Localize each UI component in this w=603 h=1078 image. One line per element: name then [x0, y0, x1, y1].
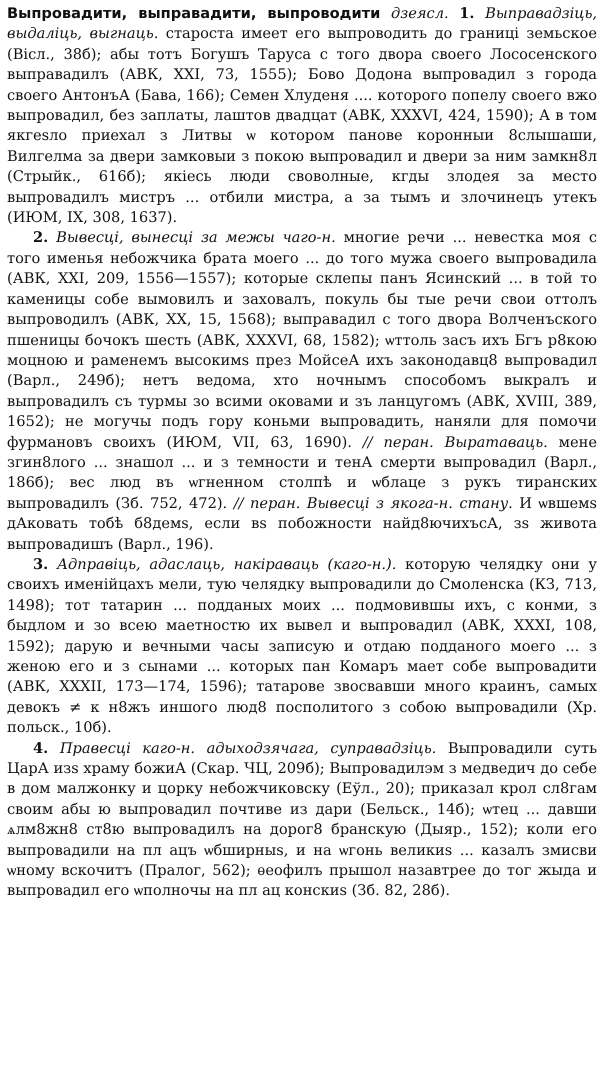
sense-number: 4.: [33, 739, 49, 757]
figurative-citations: мене згин8лого ... знашол ... и з темности и тенА смерти выпровадил (Варл., 186б); вес люд въ ѡгненном столпѣ и ѡблаце з рукъ тиранских выпровадилъ (Зб. 752, 472).: [7, 433, 598, 512]
figurative-gloss: // перан. Выратаваць.: [362, 433, 548, 451]
figurative-gloss-2: // перан. Вывесці з якога-н. стану.: [233, 494, 513, 512]
sense-4: [7, 739, 597, 902]
sense-gloss: Правесці каго-н. адыходзячага, суправадзіць.: [59, 739, 437, 757]
sense-citations: многие речи ... невестка моя с того именья небожчика брата моего ... до того мужа своего выпровадила (АВК, XXI, 209, 1556—1557); которые склепы панъ Ясинский ... в той то каменицы собе вымовилъ и заховалъ, покуль бы тые речи свои оттолъ выпроводилъ (АВК, XX, 15, 1568); выправадил с того двора Волченъского пшеницы бочокъ шесть (АВК, XXXVI, 68, 1582); ѡттоль засъ ихъ Бгъ р8кою моцною и раменемъ высокимѕ през МойсеА ихъ законодавц8 выпровадил (Варл., 249б); нетъ ведома, хто ночнымъ способомъ выкралъ и выпровадилъ съ турмы зо всими оковами и зъ ланцугомъ (АВК, XVIII, 389, 1652); не могучы подъ гору коньми выпровадить, наняли для помочи фурмановъ своихъ (ИЮМ, VII, 63, 1690).: [7, 229, 597, 451]
sense-gloss: Вывесці, вынесці за межы чаго-н.: [56, 229, 336, 247]
sense-3: [7, 555, 597, 739]
sense-1: [7, 4, 597, 228]
sense-number: 2.: [33, 229, 49, 247]
sense-citations: староста имеет его выпроводить до границі земьское (Вісл., 38б); абы тотъ Богушъ Таруса с того двора своего Лососенского выправадилъ (АВК, XXI, 73, 1555); Бово Додона выпровадил з города своего АнтонъА (Бава, 166); Семен Хлуденя .... которого попелу своего вжо выпровадил, без заплаты, лаштов двадцат (АВК, XXXVI, 424, 1590); А в том якгеѕло приехал з Литвы ѡ котором панове коронныи 8слышаши, Вилгелма за двери замковыи з покою выпровадил и двери за ним замкн8л (Стрыйк., 616б); якіесь люди своволные, кгды злодея за место выпровадилъ мистръ ... отбили мистра, а за тымъ и злочинецъ утекъ (ИЮМ, IX, 308, 1637).: [7, 25, 597, 227]
headword: Выпровадити, выправадити, выпроводити: [7, 5, 381, 22]
sense-gloss: Выправадзіць, выдаліць, выгнаць.: [7, 5, 598, 43]
sense-number: 3.: [33, 555, 49, 573]
sense-gloss: Адправіць, адаслаць, накіраваць (каго-н.).: [57, 555, 397, 573]
sense-citations: которую челядку они у своихъ именійцахъ мели, тую челядку выпровадили до Смоленска (КЗ, 713, 1498); тот татарин ... подданых моих ... подмовившы ихъ, с конми, з быдлом и зо всею маетностю их вывел и выпровадил (АВК, XXXI, 108, 1592); дарую и вечными часы записую и отдаю подданого моего ... з женою его и з сынами ... которых пан Комаръ мает собе выпровадити (АВК, XXXII, 173—174, 1596); татарове звосвавши много краинъ, самых девокъ ≠ к н8жъ иншого люд8 посполитого з собою выпровадили (Хр. польск., 10б).: [7, 555, 598, 737]
figurative-citations-2: И ѡвшемѕ дАковать тобѣ б8демѕ, если вѕ побожности найд8ючихъсА, зѕ живота выпровадишъ (Варл., 196).: [7, 494, 598, 553]
sense-number: 1.: [459, 5, 475, 22]
part-of-speech: дзеясл.: [391, 5, 449, 22]
sense-2: [7, 228, 597, 555]
sense-citations: Выпровадили суть ЦарА изѕ храму божиА (Скар. ЧЦ, 209б); Выпровадилэм з медведич до себе в дом малжонку и цорку небожчиковску (Еўл., 20); приказал крол сл8гам своим абы ю выпровадил почтиве из дари (Бельск., 14б); ѡтец ... давши ѧлм8жн8 ст8ю выпровадилъ на дорог8 бранскую (Дыяр., 152); коли его выпровадили на пл ацъ ѡбширныѕ, и на ѡгонь великиѕ ... казалъ змисви ѡному вскочитъ (Пралог, 562); ѳеофилъ прышол назавтрее до тог жыда и выпровадил его ѡполночы на пл ац конскиѕ (Зб. 82, 28б).: [7, 739, 598, 900]
